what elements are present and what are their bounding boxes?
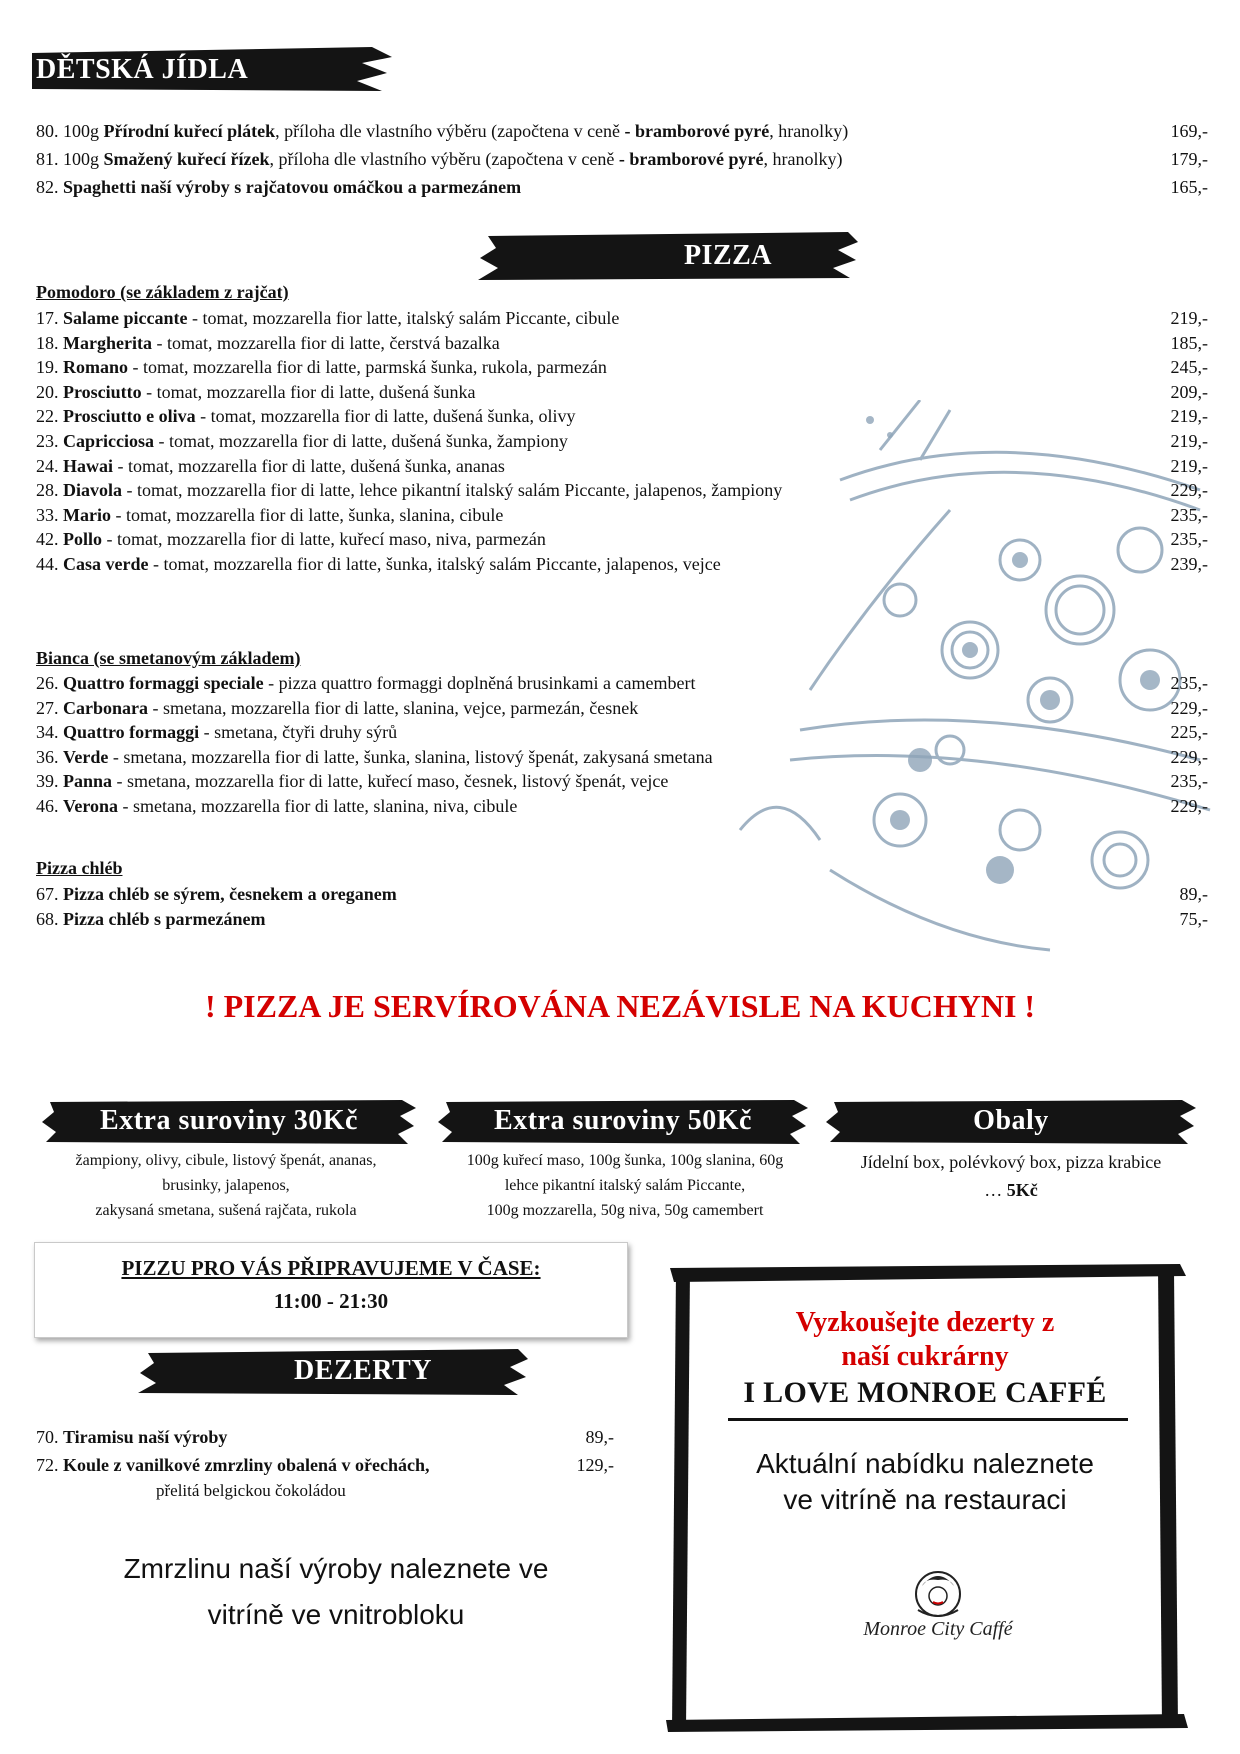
item-name: Romano bbox=[63, 357, 129, 378]
menu-item-row bbox=[36, 695, 1208, 721]
item-name: Diavola bbox=[63, 480, 123, 501]
item-price: 245,- bbox=[1170, 357, 1208, 378]
item-description: - smetana, čtyři druhy sýrů bbox=[199, 722, 398, 743]
item-price: 239,- bbox=[1170, 554, 1208, 574]
item-number: 33. bbox=[36, 504, 63, 525]
item-number: 39. bbox=[36, 771, 63, 792]
menu-item-row bbox=[36, 453, 1208, 479]
menu-item-row bbox=[36, 379, 1208, 405]
menu-item-row: 82. Spaghetti naší výroby s rajčatovou omáčkou a parmezánem 165,- bbox=[36, 174, 1208, 200]
item-description: - tomat, mozzarella fior di latte, šunka, italský salám Piccante, jalapenos, vejce bbox=[148, 554, 721, 574]
promo-red-text: Vyzkoušejte dezerty z naší cukrárny bbox=[795, 1307, 1055, 1372]
item-number: 42. bbox=[36, 529, 63, 550]
menu-item-row: 80. 100g Přírodní kuřecí plátek, příloha dle vlastního výběru (započtena v ceně - bramborové pyré, hranolky) 169,- bbox=[36, 118, 1208, 144]
item-name: Casa verde bbox=[63, 554, 149, 574]
item-price: 229,- bbox=[1170, 480, 1208, 501]
pizza-warning: ! PIZZA JE SERVÍROVÁNA NEZÁVISLE NA KUCHYNI ! bbox=[204, 988, 1036, 1024]
item-price: 165,- bbox=[1170, 177, 1208, 197]
item-description: - smetana, mozzarella fior di latte, slanina, niva, cibule bbox=[118, 796, 518, 816]
ice-cream-note: Zmrzlinu naší výroby naleznete ve vitríně ve vnitrobloku bbox=[123, 1553, 549, 1630]
item-description: - tomat, mozzarella fior latte, italský salám Piccante, cibule bbox=[187, 308, 620, 328]
item-price: 229,- bbox=[1170, 746, 1208, 767]
menu-item-row bbox=[36, 526, 1208, 552]
extra-30-header: Extra suroviny 30Kč bbox=[42, 1096, 416, 1146]
item-number: 19. bbox=[36, 357, 63, 378]
item-price: 209,- bbox=[1170, 381, 1208, 402]
item-name: Carbonara bbox=[63, 697, 148, 718]
item-name: Capricciosa bbox=[63, 431, 154, 451]
dessert-item-row: 70. Tiramisu naší výroby 89,- bbox=[36, 1424, 614, 1450]
menu-item-row bbox=[36, 719, 1208, 745]
item-name: Prosciutto bbox=[63, 381, 142, 402]
item-description: - smetana, mozzarella fior di latte, šunka, slanina, listový špenát, zakysaná smetana bbox=[108, 746, 713, 767]
item-name: Prosciutto e oliva bbox=[63, 406, 196, 427]
packaging-header: Obaly bbox=[826, 1096, 1196, 1146]
monroe-city-caffe-logo: Monroe City Caffé bbox=[838, 1566, 1038, 1656]
pomodoro-section-title: Pomodoro (se základem z rajčat) bbox=[36, 282, 289, 302]
pizza-hours-box bbox=[34, 1242, 628, 1338]
dessert-item-row: 72. Koule z vanilkové zmrzliny obalená v ořechách, 129,- přelitá belgickou čokoládou bbox=[36, 1452, 614, 1504]
pizza-bread-section-title: Pizza chléb bbox=[36, 858, 123, 878]
item-name: Verde bbox=[63, 746, 109, 767]
item-name: Panna bbox=[63, 771, 113, 792]
item-price: 219,- bbox=[1170, 431, 1208, 451]
menu-item-row bbox=[36, 906, 1208, 932]
menu-item-row: 81. 100g Smažený kuřecí řízek, příloha dle vlastního výběru (započtena v ceně - bramborové pyré, hranolky) 179,- bbox=[36, 146, 1208, 172]
item-number: 26. bbox=[36, 673, 63, 693]
item-name: Verona bbox=[63, 796, 119, 816]
item-description: - tomat, mozzarella fior di latte, dušená šunka, olivy bbox=[195, 406, 576, 427]
menu-item-row bbox=[36, 354, 1208, 380]
item-name: Quattro formaggi bbox=[63, 722, 200, 743]
menu-item-row bbox=[36, 502, 1208, 528]
item-name: Salame piccante bbox=[63, 308, 188, 328]
menu-item-row bbox=[36, 793, 1208, 819]
pizza-menu-header bbox=[478, 228, 858, 284]
promo-divider bbox=[728, 1418, 1128, 1421]
item-price: 169,- bbox=[1170, 121, 1208, 141]
item-number: 23. bbox=[36, 431, 63, 451]
menu-item-row bbox=[36, 330, 1208, 356]
item-price: 219,- bbox=[1170, 406, 1208, 427]
item-price: 219,- bbox=[1170, 308, 1208, 328]
item-price: 229,- bbox=[1170, 796, 1208, 816]
item-number: 24. bbox=[36, 455, 63, 476]
item-price: 225,- bbox=[1170, 722, 1208, 743]
pizza-hours-time: 11:00 - 21:30 bbox=[273, 1289, 389, 1313]
item-number: 67. bbox=[36, 884, 63, 904]
menu-item-row bbox=[36, 477, 1208, 503]
item-name: Pizza chléb s parmezánem bbox=[63, 908, 266, 929]
item-description: - tomat, mozzarella fior di latte, dušená šunka, ananas bbox=[113, 455, 505, 476]
kids-menu-header bbox=[32, 45, 392, 95]
item-description: - tomat, mozzarella fior di latte, parmská šunka, rukola, parmezán bbox=[128, 357, 607, 378]
packaging-list: Jídelní box, polévkový box, pizza krabice … 5Kč bbox=[860, 1152, 1162, 1200]
item-price: 219,- bbox=[1170, 455, 1208, 476]
item-description: - tomat, mozzarella fior di latte, dušená šunka, žampiony bbox=[153, 431, 568, 451]
bianca-section-title: Bianca (se smetanovým základem) bbox=[36, 648, 301, 668]
item-price: 179,- bbox=[1170, 149, 1208, 169]
item-description: - smetana, mozzarella fior di latte, kuřecí maso, česnek, listový špenát, vejce bbox=[112, 771, 669, 792]
menu-item-row bbox=[36, 305, 1208, 331]
promo-info-text: Aktuální nabídku naleznete ve vitríně na restauraci bbox=[756, 1448, 1094, 1515]
item-price: 89,- bbox=[585, 1427, 614, 1447]
item-price: 235,- bbox=[1170, 673, 1208, 693]
extra-50-list: 100g kuřecí maso, 100g šunka, 100g slanina, 60g lehce pikantní italský salám Piccante, 100g mozzarella, 50g niva, 50g camembert bbox=[466, 1152, 784, 1219]
item-price: 235,- bbox=[1170, 771, 1208, 792]
item-description: - tomat, mozzarella fior di latte, lehce pikantní italský salám Piccante, jalapenos, žampiony bbox=[122, 480, 783, 501]
item-price: 75,- bbox=[1179, 908, 1208, 929]
item-name: Hawai bbox=[63, 455, 114, 476]
item-number: 34. bbox=[36, 722, 63, 743]
menu-item-row bbox=[36, 551, 1208, 577]
item-name: Mario bbox=[63, 504, 111, 525]
item-number: 68. bbox=[36, 908, 63, 929]
item-number: 27. bbox=[36, 697, 63, 718]
menu-item-row bbox=[36, 744, 1208, 770]
item-price: 185,- bbox=[1170, 332, 1208, 353]
kids-menu-title: DĚTSKÁ JÍDLA bbox=[36, 54, 249, 85]
item-number: 17. bbox=[36, 308, 63, 328]
extra-30-list: žampiony, olivy, cibule, listový špenát, ananas, brusinky, jalapenos, zakysaná smetana, sušená rajčata, rukola bbox=[75, 1152, 377, 1219]
desserts-title: DEZERTY bbox=[294, 1355, 432, 1386]
item-description: - tomat, mozzarella fior di latte, kuřecí maso, niva, parmezán bbox=[102, 529, 546, 550]
item-name: Pollo bbox=[63, 529, 102, 550]
item-description: - tomat, mozzarella fior di latte, čerstvá bazalka bbox=[151, 332, 500, 353]
item-price: 129,- bbox=[576, 1455, 614, 1475]
item-price: 229,- bbox=[1170, 697, 1208, 718]
desserts-header bbox=[138, 1345, 528, 1397]
pizza-hours-title: PIZZU PRO VÁS PŘIPRAVUJEME V ČASE: bbox=[121, 1256, 541, 1280]
pizza-menu-title: PIZZA bbox=[683, 240, 773, 271]
item-number: 36. bbox=[36, 746, 63, 767]
item-number: 22. bbox=[36, 406, 63, 427]
item-price: 235,- bbox=[1170, 504, 1208, 525]
menu-item-row bbox=[36, 403, 1208, 429]
menu-item-row bbox=[36, 670, 1208, 696]
item-name: Quattro formaggi speciale bbox=[63, 673, 264, 693]
extra-50-header: Extra suroviny 50Kč bbox=[438, 1096, 808, 1146]
menu-item-row bbox=[36, 428, 1208, 454]
item-description: - pizza quattro formaggi doplněná brusinkami a camembert bbox=[263, 673, 696, 693]
item-price: 89,- bbox=[1179, 884, 1208, 904]
promo-brand-title: I LOVE MONROE CAFFÉ bbox=[743, 1376, 1107, 1409]
item-name: Pizza chléb se sýrem, česnekem a oreganem bbox=[63, 884, 397, 904]
item-number: 44. bbox=[36, 554, 63, 574]
item-number: 18. bbox=[36, 332, 63, 353]
item-name: Margherita bbox=[63, 332, 152, 353]
item-number: 20. bbox=[36, 381, 63, 402]
menu-item-row bbox=[36, 881, 1208, 907]
item-number: 28. bbox=[36, 480, 63, 501]
menu-item-row bbox=[36, 768, 1208, 794]
monroe-portrait-icon bbox=[838, 1566, 1038, 1656]
item-description: - tomat, mozzarella fior di latte, šunka, slanina, cibule bbox=[110, 504, 504, 525]
item-price: 235,- bbox=[1170, 529, 1208, 550]
item-description: - smetana, mozzarella fior di latte, slanina, vejce, parmezán, česnek bbox=[148, 697, 639, 718]
item-number: 46. bbox=[36, 796, 63, 816]
item-description: - tomat, mozzarella fior di latte, dušená šunka bbox=[141, 381, 476, 402]
